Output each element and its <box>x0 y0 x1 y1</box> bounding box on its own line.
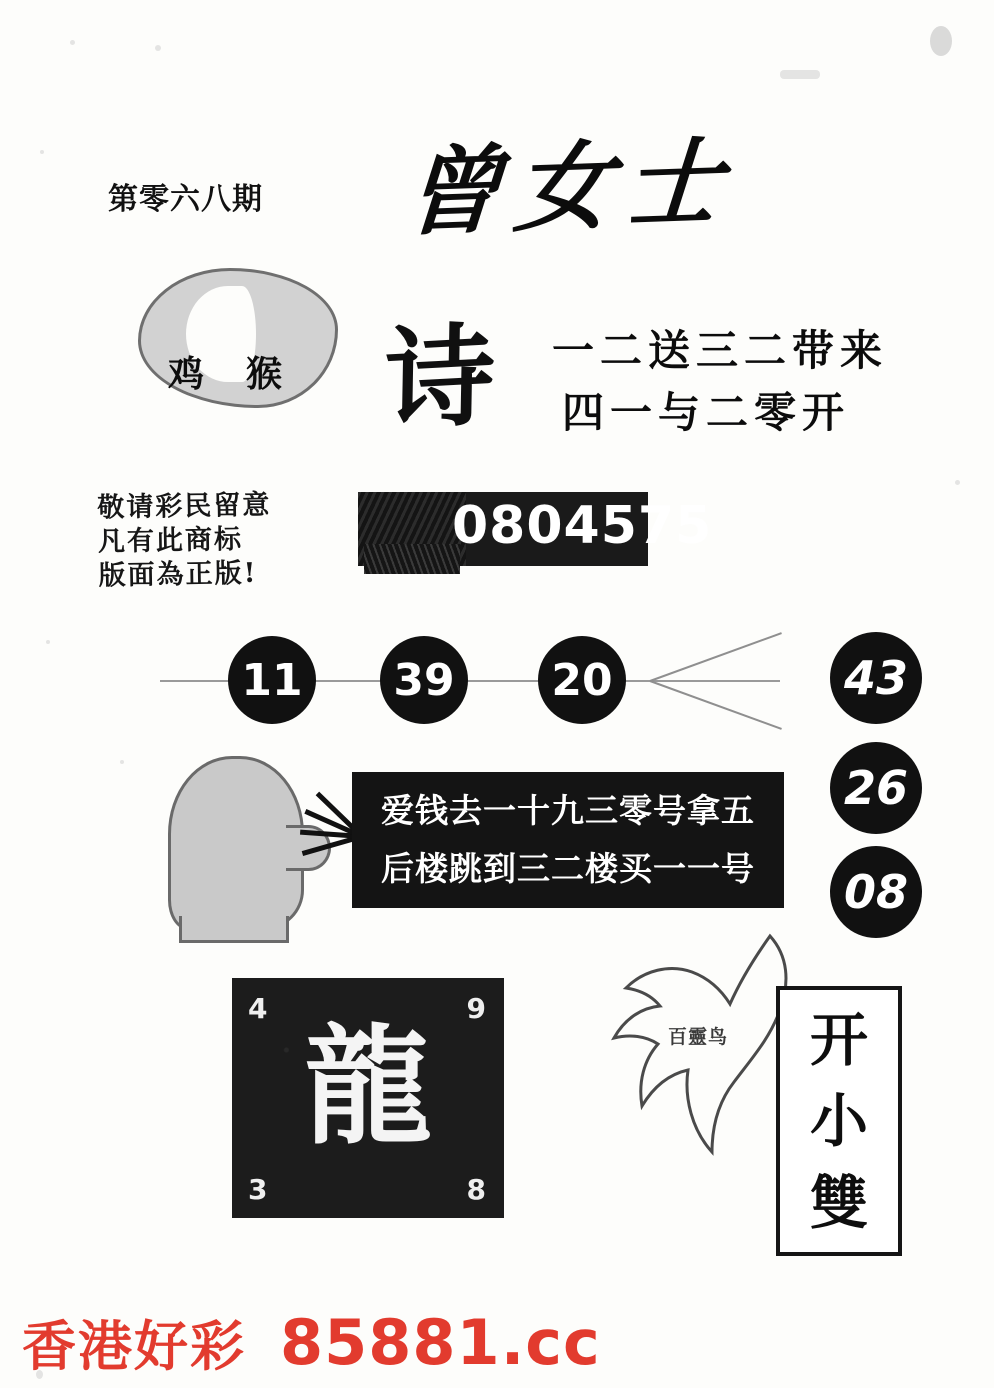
issue-label: 第零六八期 <box>108 182 263 217</box>
card-center-char: 龍 <box>303 1012 432 1162</box>
result-char-1: 开 <box>809 1005 868 1074</box>
scan-speck <box>46 640 50 644</box>
scan-speck <box>155 45 161 51</box>
speech-banner <box>352 772 784 908</box>
speech-line-2: 后楼跳到三二楼买一一号 <box>381 849 755 888</box>
lottery-ball-side: 08 <box>830 846 922 938</box>
arrow-head-stroke <box>650 680 782 730</box>
zodiac-animal-1: 鸡 <box>168 353 205 395</box>
lottery-ball-side: 43 <box>830 632 922 724</box>
notice-line-1: 敬请彩民留意 <box>97 489 272 524</box>
footer <box>0 1296 994 1388</box>
head-neck <box>179 916 289 943</box>
scan-speck <box>40 150 44 154</box>
arrow-head-stroke <box>650 632 782 682</box>
stamp-graphic-tail <box>364 544 460 574</box>
poem-text <box>552 320 888 444</box>
head-silhouette-icon <box>168 756 304 930</box>
card-corner-top-left: 4 <box>248 992 268 1025</box>
scan-speck <box>120 760 124 764</box>
card-corner-bottom-right: 8 <box>466 1173 486 1206</box>
footer-site-url: 85881.cc <box>280 1305 601 1379</box>
notice-line-3: 版面為正版! <box>98 557 258 592</box>
notice-line-2: 凡有此商标 <box>97 523 244 558</box>
lottery-ball: 39 <box>380 636 468 724</box>
poem-line-2: 四一与二零开 <box>562 388 851 437</box>
zodiac-animal-2: 猴 <box>246 353 283 395</box>
speech-line-1: 爱钱去一十九三零号拿五 <box>381 791 755 830</box>
lottery-ball: 11 <box>228 636 316 724</box>
poem-line-1: 一二送三二带来 <box>552 326 889 375</box>
brand-title: 曾女士 <box>400 124 740 250</box>
lottery-ball: 20 <box>538 636 626 724</box>
scan-speck <box>780 70 820 79</box>
card-corner-top-right: 9 <box>466 992 486 1025</box>
result-char-2: 小 <box>809 1087 868 1155</box>
card-corner-bottom-left: 3 <box>248 1173 268 1206</box>
zodiac-blob <box>138 268 338 408</box>
result-char-3: 雙 <box>809 1168 868 1237</box>
scan-speck <box>930 26 952 56</box>
scan-speck <box>955 480 960 485</box>
hotline-number: 0804575 <box>452 496 713 556</box>
notice-text <box>97 488 273 593</box>
footer-site-name: 香港好彩 <box>22 1314 246 1378</box>
scan-speck <box>70 40 75 45</box>
poem-word: 诗 <box>383 309 496 446</box>
bird-label: 百靈鸟 <box>668 1026 729 1048</box>
result-box <box>776 986 902 1256</box>
lottery-ball-side: 26 <box>830 742 922 834</box>
dragon-card <box>232 978 504 1218</box>
arrow-head-icon <box>650 634 780 726</box>
